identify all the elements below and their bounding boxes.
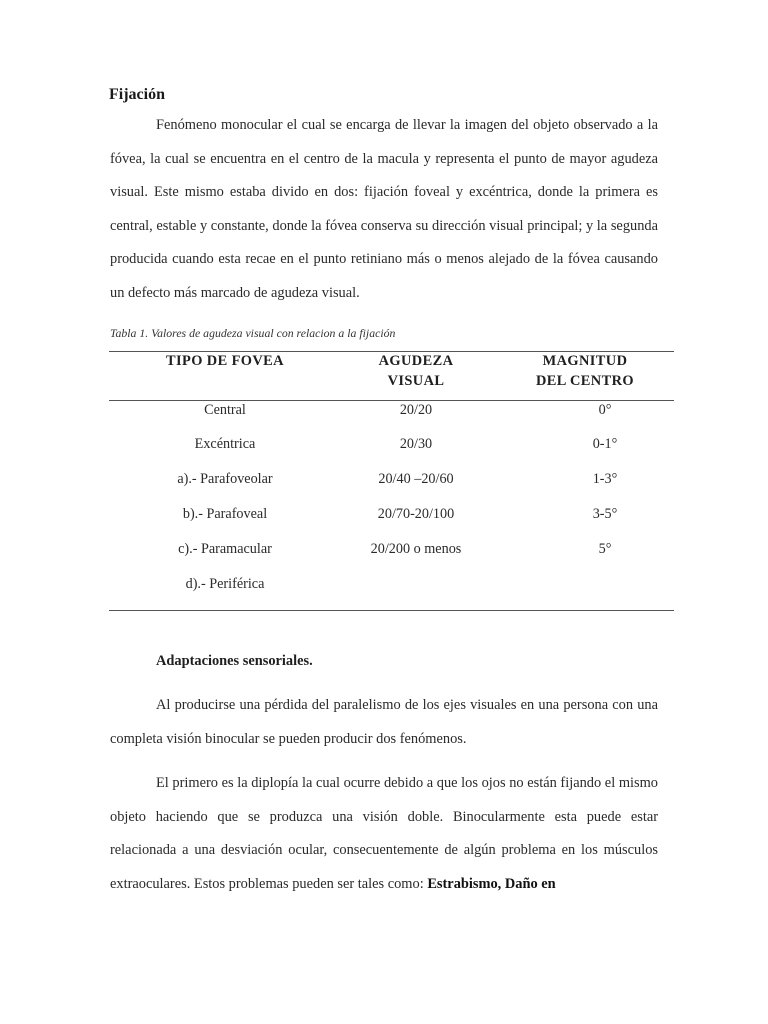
table-cell-magnitud: 0° (598, 402, 612, 418)
table-cell-magnitud: 3-5° (592, 506, 618, 522)
table-cell-agudeza: 20/30 (399, 436, 433, 452)
table-header-agudeza (356, 351, 476, 391)
table-bottom-rule (109, 610, 674, 611)
table-header-magnitud (520, 351, 650, 391)
table-header-agudeza-line2: VISUAL (387, 373, 445, 389)
adaptaciones-paragraph-2-bold: Estrabismo, Daño en (427, 875, 556, 892)
section-title-fijacion: Fijación (109, 86, 165, 103)
adaptaciones-paragraph-2 (110, 767, 658, 901)
table-cell-agudeza: 20/20 (399, 402, 433, 418)
table-cell-tipo: b).- Parafoveal (182, 506, 268, 522)
table-cell-tipo: c).- Paramacular (178, 541, 272, 557)
table-cell-tipo: d).- Periférica (185, 576, 265, 592)
table-cell-tipo: Excéntrica (194, 436, 256, 452)
table-header-tipo-text: TIPO DE FOVEA (166, 353, 284, 369)
table-cell-agudeza: 20/40 –20/60 (378, 471, 454, 487)
table-cell-agudeza: 20/70-20/100 (377, 506, 455, 522)
table-header-tipo (150, 351, 300, 371)
adaptaciones-paragraph-1: Al producirse una pérdida del paralelismo de los ejes visuales en una persona con una completa visión binocular se pueden producir dos fenómenos. (110, 697, 658, 747)
table-caption: Tabla 1. Valores de agudeza visual con relacion a la fijación (110, 326, 396, 340)
section-title-adaptaciones: Adaptaciones sensoriales. (156, 653, 313, 669)
fijacion-paragraph: Fenómeno monocular el cual se encarga de llevar la imagen del objeto observado a la fóvea, la cual se encuentra en el centro de la macula y representa el punto de mayor agudeza visual. Este mismo estaba divido en dos: fijación foveal y excéntrica, donde la primera es central, estable y constante, donde la fóvea conserva su dirección visual principal; y la segunda producida cuando esta recae en el punto retiniano más o menos alejado de la fóvea causando un defecto más marcado de agudeza visual. (110, 117, 658, 301)
table-cell-agudeza: 20/200 o menos (370, 541, 462, 557)
table-header-magnitud-line1: MAGNITUD (542, 353, 628, 369)
table-header-agudeza-line1: AGUDEZA (378, 353, 454, 369)
table-header-magnitud-line2: DEL CENTRO (536, 373, 634, 389)
table-cell-magnitud: 1-3° (592, 471, 618, 487)
table-cell-tipo: Central (204, 402, 246, 418)
table-cell-magnitud: 0-1° (592, 436, 618, 452)
table-cell-magnitud: 5° (598, 541, 612, 557)
adaptaciones-paragraph-2-text: El primero es la diplopía la cual ocurre debido a que los ojos no están fijando el mismo objeto haciendo que se produzca una visión doble. Binocularmente esta puede estar relacionada a una desviación ocular, consecuentemente de algún problema en los músculos extraoculares. Estos problemas pueden ser tales como: (110, 775, 658, 892)
table-cell-tipo: a).- Parafoveolar (177, 471, 273, 487)
